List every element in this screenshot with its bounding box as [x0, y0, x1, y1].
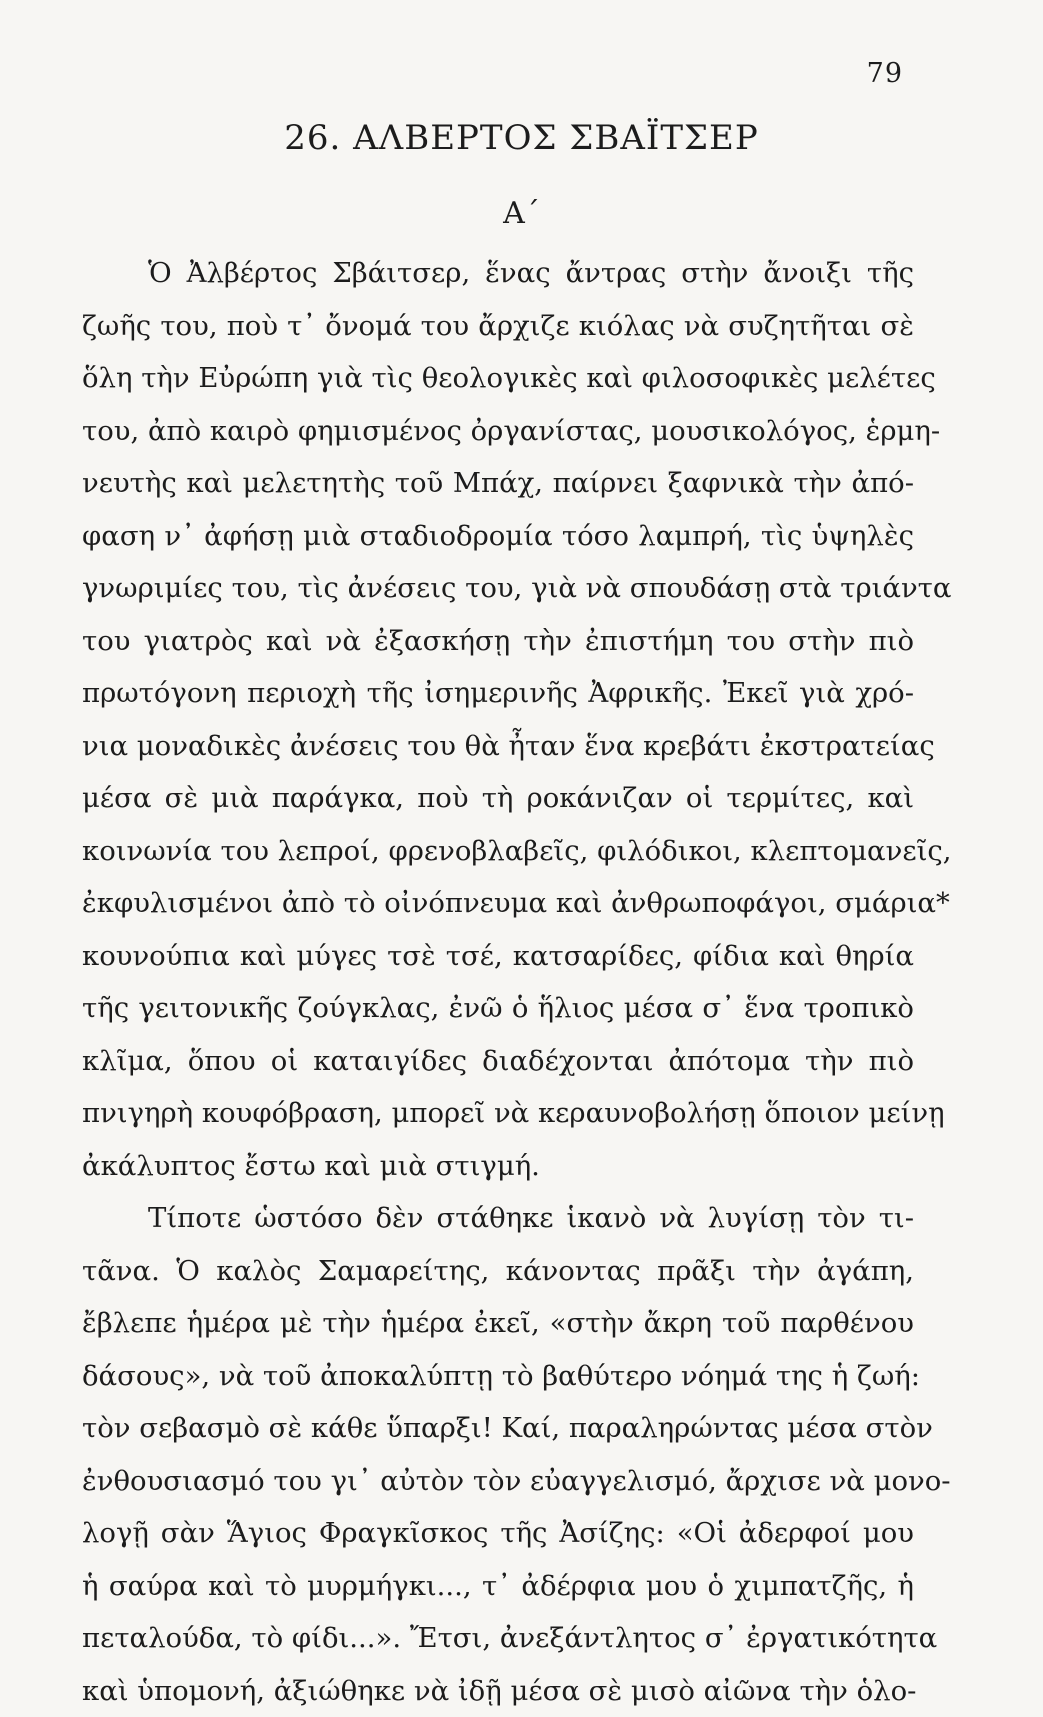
- text-line: Ὁ Ἀλβέρτος Σβάιτσερ, ἕνας ἄντρας στὴν ἄνοιξι τῆς: [82, 247, 914, 300]
- section-mark: Α΄: [0, 196, 1043, 231]
- text-line: λογῇ σὰν Ἅγιος Φραγκῖσκος τῆς Ἀσίζης: «Οἱ ἀδερφοί μου: [82, 1507, 914, 1560]
- text-line: κοινωνία του λεπροί, φρενοβλαβεῖς, φιλόδικοι, κλεπτομανεῖς,: [82, 825, 914, 878]
- text-line: του γιατρὸς καὶ νὰ ἐξασκήσῃ τὴν ἐπιστήμη του στὴν πιὸ: [82, 615, 914, 668]
- text-line: ὅλη τὴν Εὐρώπη γιὰ τὶς θεολογικὲς καὶ φιλοσοφικὲς μελέτες: [82, 352, 914, 405]
- text-line: καὶ ὑπομονή, ἀξιώθηκε νὰ ἰδῇ μέσα σὲ μισὸ αἰῶνα τὴν ὁλο-: [82, 1665, 914, 1717]
- text-line: πρωτόγονη περιοχὴ τῆς ἰσημερινῆς Ἀφρικῆς. Ἐκεῖ γιὰ χρό-: [82, 667, 914, 720]
- text-line: τὸν σεβασμὸ σὲ κάθε ὕπαρξι! Καί, παραληρώντας μέσα στὸν: [82, 1402, 914, 1455]
- text-line: φαση ν᾽ ἀφήσῃ μιὰ σταδιοδρομία τόσο λαμπρή, τὶς ὑψηλὲς: [82, 510, 914, 563]
- text-line: νια μοναδικὲς ἀνέσεις του θὰ ἦταν ἕνα κρεβάτι ἐκστρατείας: [82, 720, 914, 773]
- text-line: πεταλούδα, τὸ φίδι...». Ἔτσι, ἀνεξάντλητος σ᾽ ἐργατικότητα: [82, 1612, 914, 1665]
- text-line: μέσα σὲ μιὰ παράγκα, ποὺ τὴ ροκάνιζαν οἱ τερμίτες, καὶ: [82, 772, 914, 825]
- text-line: ζωῆς του, ποὺ τ᾽ ὄνομά του ἄρχιζε κιόλας νὰ συζητῆται σὲ: [82, 300, 914, 353]
- page-number: 79: [867, 58, 903, 89]
- chapter-title: 26. ΑΛΒΕΡΤΟΣ ΣΒΑΪΤΣΕΡ: [0, 118, 1043, 158]
- text-line: κλῖμα, ὅπου οἱ καταιγίδες διαδέχονται ἀπότομα τὴν πιὸ: [82, 1035, 914, 1088]
- text-line: πνιγηρὴ κουφόβραση, μπορεῖ νὰ κεραυνοβολήσῃ ὅποιον μείνῃ: [82, 1087, 914, 1140]
- text-line: ἐκφυλισμένοι ἀπὸ τὸ οἰνόπνευμα καὶ ἀνθρωποφάγοι, σμάρια*: [82, 877, 914, 930]
- text-line: τῆς γειτονικῆς ζούγκλας, ἐνῶ ὁ ἥλιος μέσα σ᾽ ἕνα τροπικὸ: [82, 982, 914, 1035]
- text-line: ἡ σαύρα καὶ τὸ μυρμήγκι..., τ᾽ ἀδέρφια μου ὁ χιμπατζῆς, ἡ: [82, 1560, 914, 1613]
- text-line: κουνούπια καὶ μύγες τσὲ τσέ, κατσαρίδες, φίδια καὶ θηρία: [82, 930, 914, 983]
- text-line: ἔβλεπε ἡμέρα μὲ τὴν ἡμέρα ἐκεῖ, «στὴν ἄκρη τοῦ παρθένου: [82, 1297, 914, 1350]
- text-line: ἐνθουσιασμό του γι᾽ αὐτὸν τὸν εὐαγγελισμό, ἄρχισε νὰ μονο-: [82, 1455, 914, 1508]
- text-line: τᾶνα. Ὁ καλὸς Σαμαρείτης, κάνοντας πρᾶξι τὴν ἀγάπη,: [82, 1245, 914, 1298]
- body-text: [82, 247, 914, 1717]
- text-line: Τίποτε ὡστόσο δὲν στάθηκε ἱκανὸ νὰ λυγίσῃ τὸν τι-: [82, 1192, 914, 1245]
- text-line: γνωριμίες του, τὶς ἀνέσεις του, γιὰ νὰ σπουδάσῃ στὰ τριάντα: [82, 562, 914, 615]
- text-line: δάσους», νὰ τοῦ ἀποκαλύπτῃ τὸ βαθύτερο νόημά της ἡ ζωή:: [82, 1350, 914, 1403]
- text-line: ἀκάλυπτος ἔστω καὶ μιὰ στιγμή.: [82, 1140, 914, 1193]
- text-line: του, ἀπὸ καιρὸ φημισμένος ὀργανίστας, μουσικολόγος, ἑρμη-: [82, 405, 914, 458]
- text-line: νευτὴς καὶ μελετητὴς τοῦ Μπάχ, παίρνει ξαφνικὰ τὴν ἀπό-: [82, 457, 914, 510]
